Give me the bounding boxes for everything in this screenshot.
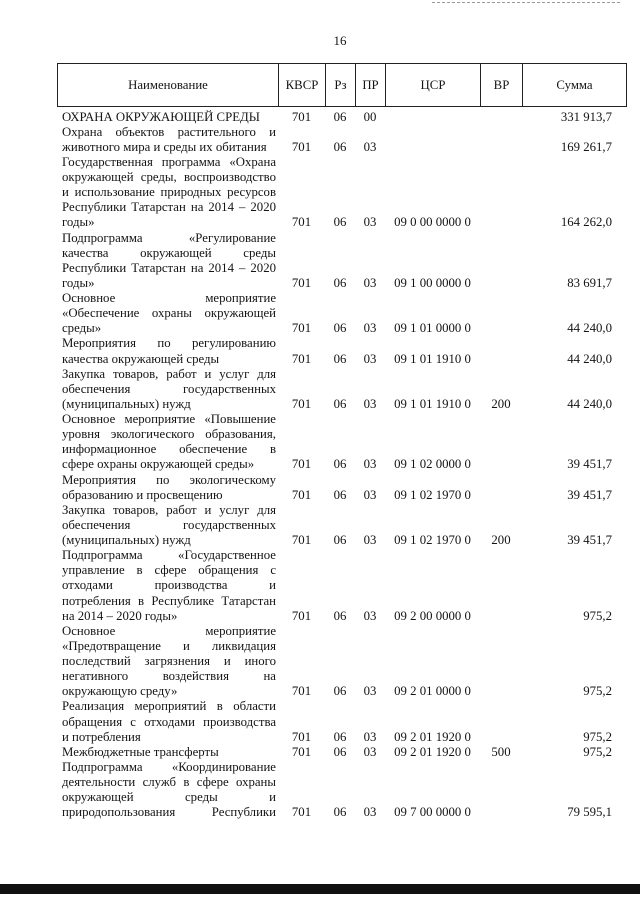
table-row — [57, 367, 627, 412]
csr-cell: 09 1 02 0000 0 — [394, 457, 471, 472]
name-line: Межбюджетные трансферты — [62, 744, 219, 759]
name-line: ОХРАНА ОКРУЖАЮЩЕЙ СРЕДЫ — [62, 109, 260, 124]
name-line: годы» — [62, 275, 95, 290]
name-cell — [57, 110, 278, 125]
name-line: Закупка товаров, работ и услуг для — [62, 366, 276, 381]
name-line: обращения с отходами производства — [62, 714, 276, 729]
csr-cell: 09 2 01 1920 0 — [394, 744, 471, 759]
scan-artifact-bottom — [0, 884, 640, 894]
pr-cell: 03 — [363, 351, 377, 366]
pr-cell: 03 — [363, 608, 377, 623]
kvsr-cell: 701 — [291, 729, 312, 744]
table-header — [57, 63, 627, 107]
name-line: окружающей среды, воспроизводство — [62, 170, 276, 184]
name-line: Охрана объектов растительного и — [62, 124, 276, 139]
sum-cell: 975,2 — [583, 729, 612, 744]
kvsr-cell: 701 — [291, 321, 312, 336]
header-vr: ВР — [480, 64, 522, 106]
budget-table — [57, 63, 627, 820]
name-line: (муниципальных) нужд — [62, 533, 191, 547]
rz-cell: 06 — [333, 684, 347, 699]
name-line: сфере охраны окружающей среды» — [62, 457, 255, 472]
csr-cell: 09 2 01 1920 0 — [394, 729, 471, 744]
name-line: Подпрограмма «Координирование — [62, 759, 276, 774]
rz-cell: 06 — [333, 805, 347, 820]
kvsr-cell: 701 — [291, 215, 312, 230]
kvsr-cell: 701 — [291, 139, 312, 154]
name-line: Подпрограмма «Государственное — [62, 548, 276, 563]
kvsr-cell: 701 — [291, 684, 312, 699]
sum-cell: 164 262,0 — [560, 215, 612, 230]
kvsr-cell: 701 — [291, 109, 312, 124]
name-cell — [57, 291, 278, 336]
name-line: Республики Татарстан на 2014 – 2020 — [62, 260, 276, 275]
name-line: Подпрограмма «Регулирование — [62, 230, 276, 245]
vr-cell: 200 — [491, 533, 511, 547]
kvsr-cell: 701 — [291, 744, 312, 759]
csr-cell: 09 2 01 0000 0 — [394, 684, 471, 699]
table-row — [57, 231, 627, 292]
sum-cell: 975,2 — [583, 744, 612, 759]
header-rz: Рз — [325, 64, 355, 106]
rz-cell: 06 — [333, 729, 347, 744]
name-line: Основное мероприятие — [62, 291, 276, 305]
table-row — [57, 336, 627, 366]
rz-cell: 06 — [333, 275, 347, 290]
name-line: и потребления — [62, 729, 141, 744]
name-line: окружающую среду» — [62, 684, 178, 699]
name-cell — [57, 760, 278, 821]
sum-cell: 83 691,7 — [567, 275, 612, 290]
table-row — [57, 412, 627, 473]
name-cell — [57, 231, 278, 292]
vr-cell: 500 — [491, 744, 511, 759]
sum-cell: 975,2 — [583, 608, 612, 623]
rz-cell: 06 — [333, 533, 347, 547]
name-line: уровня экологического образования, — [62, 427, 276, 442]
name-line: качества окружающей среды — [62, 245, 276, 260]
name-cell — [57, 412, 278, 473]
name-cell — [57, 473, 278, 503]
name-line: Мероприятия по экологическому — [62, 472, 276, 487]
name-cell — [57, 336, 278, 366]
csr-cell: 09 0 00 0000 0 — [394, 215, 471, 230]
pr-cell: 03 — [363, 729, 377, 744]
pr-cell: 03 — [363, 684, 377, 699]
sum-cell: 44 240,0 — [567, 396, 612, 411]
name-line: деятельности служб в сфере охраны — [62, 775, 276, 789]
sum-cell: 79 595,1 — [567, 805, 612, 820]
sum-cell: 39 451,7 — [567, 533, 612, 547]
pr-cell: 03 — [363, 533, 377, 547]
name-line: годы» — [62, 215, 95, 230]
name-line: Основное мероприятие — [62, 623, 276, 638]
name-line: образованию и просвещению — [62, 487, 223, 502]
name-cell — [57, 155, 278, 231]
name-line: «Предотвращение и ликвидация — [62, 638, 276, 653]
csr-cell: 09 7 00 0000 0 — [394, 805, 471, 820]
rz-cell: 06 — [333, 487, 347, 502]
rz-cell: 06 — [333, 608, 347, 623]
table-row — [57, 473, 627, 503]
table-row — [57, 110, 627, 125]
table-row — [57, 291, 627, 336]
rz-cell: 06 — [333, 321, 347, 336]
name-cell — [57, 745, 278, 760]
name-line: (муниципальных) нужд — [62, 396, 191, 411]
header-csr: ЦСР — [385, 64, 480, 106]
kvsr-cell: 701 — [291, 351, 312, 366]
csr-cell: 09 1 01 1910 0 — [394, 351, 471, 366]
table-row — [57, 745, 627, 760]
pr-cell: 03 — [363, 215, 377, 230]
kvsr-cell: 701 — [291, 396, 312, 411]
pr-cell: 03 — [363, 275, 377, 290]
kvsr-cell: 701 — [291, 805, 312, 820]
name-line: обеспечения государственных — [62, 517, 276, 532]
name-line: качества окружающей среды — [62, 351, 220, 366]
kvsr-cell: 701 — [291, 533, 312, 547]
table-row — [57, 503, 627, 548]
name-line: Республики Татарстан на 2014 – 2020 — [62, 200, 276, 215]
sum-cell: 44 240,0 — [567, 321, 612, 336]
pr-cell: 03 — [363, 396, 377, 411]
name-line: Закупка товаров, работ и услуг для — [62, 502, 276, 517]
name-line: Мероприятия по регулированию — [62, 336, 276, 351]
name-line: среды» — [62, 321, 102, 336]
name-cell — [57, 125, 278, 155]
table-row — [57, 624, 627, 700]
rz-cell: 06 — [333, 457, 347, 472]
csr-cell: 09 1 02 1970 0 — [394, 487, 471, 502]
rz-cell: 06 — [333, 215, 347, 230]
name-line: управление в сфере обращения с — [62, 563, 276, 578]
csr-cell: 09 1 02 1970 0 — [394, 533, 471, 547]
table-row — [57, 548, 627, 624]
table-row — [57, 125, 627, 155]
csr-cell: 09 1 01 1910 0 — [394, 396, 471, 411]
rz-cell: 06 — [333, 139, 347, 154]
name-line: Основное мероприятие «Повышение — [62, 412, 276, 426]
name-line: негативного воздействия на — [62, 669, 276, 684]
rz-cell: 06 — [333, 744, 347, 759]
pr-cell: 03 — [363, 457, 377, 472]
pr-cell: 03 — [363, 139, 377, 154]
header-kvsr: КВСР — [278, 64, 325, 106]
kvsr-cell: 701 — [291, 457, 312, 472]
scan-artifact-top — [432, 2, 620, 3]
name-line: природопользования Республики — [62, 805, 276, 820]
table-row — [57, 155, 627, 231]
name-line: последствий загрязнения и иного — [62, 654, 276, 668]
page-number: 16 — [333, 33, 347, 48]
name-cell — [57, 548, 278, 624]
name-line: окружающей среды и — [62, 790, 276, 805]
rz-cell: 06 — [333, 396, 347, 411]
name-line: обеспечения государственных — [62, 381, 276, 396]
rz-cell: 06 — [333, 351, 347, 366]
pr-cell: 03 — [363, 321, 377, 336]
sum-cell: 169 261,7 — [560, 139, 612, 154]
sum-cell: 44 240,0 — [567, 351, 612, 366]
name-line: информационное обеспечение в — [62, 442, 276, 457]
header-pr: ПР — [355, 64, 385, 106]
kvsr-cell: 701 — [291, 487, 312, 502]
sum-cell: 331 913,7 — [560, 109, 612, 124]
name-cell — [57, 699, 278, 744]
csr-cell: 09 2 00 0000 0 — [394, 608, 471, 623]
name-line: потребления в Республике Татарстан — [62, 593, 276, 608]
name-line: животного мира и среды их обитания — [62, 139, 267, 154]
pr-cell: 03 — [363, 744, 377, 759]
sum-cell: 975,2 — [583, 684, 612, 699]
csr-cell: 09 1 01 0000 0 — [394, 321, 471, 336]
vr-cell: 200 — [491, 396, 511, 411]
name-line: на 2014 – 2020 годы» — [62, 608, 178, 623]
name-line: «Обеспечение охраны окружающей — [62, 306, 276, 321]
pr-cell: 00 — [363, 109, 377, 124]
table-body — [57, 110, 627, 821]
kvsr-cell: 701 — [291, 608, 312, 623]
header-sum: Сумма — [522, 64, 626, 106]
name-cell — [57, 367, 278, 412]
rz-cell: 06 — [333, 109, 347, 124]
sum-cell: 39 451,7 — [567, 457, 612, 472]
name-cell — [57, 503, 278, 548]
name-cell — [57, 624, 278, 700]
pr-cell: 03 — [363, 805, 377, 820]
name-line: и использование природных ресурсов — [62, 185, 276, 200]
kvsr-cell: 701 — [291, 275, 312, 290]
name-line: Государственная программа «Охрана — [62, 154, 276, 169]
table-row — [57, 699, 627, 744]
header-name: Наименование — [128, 77, 208, 92]
csr-cell: 09 1 00 0000 0 — [394, 275, 471, 290]
pr-cell: 03 — [363, 487, 377, 502]
name-line: отходами производства и — [62, 578, 276, 593]
table-row — [57, 760, 627, 821]
sum-cell: 39 451,7 — [567, 487, 612, 502]
name-line: Реализация мероприятий в области — [62, 699, 276, 714]
